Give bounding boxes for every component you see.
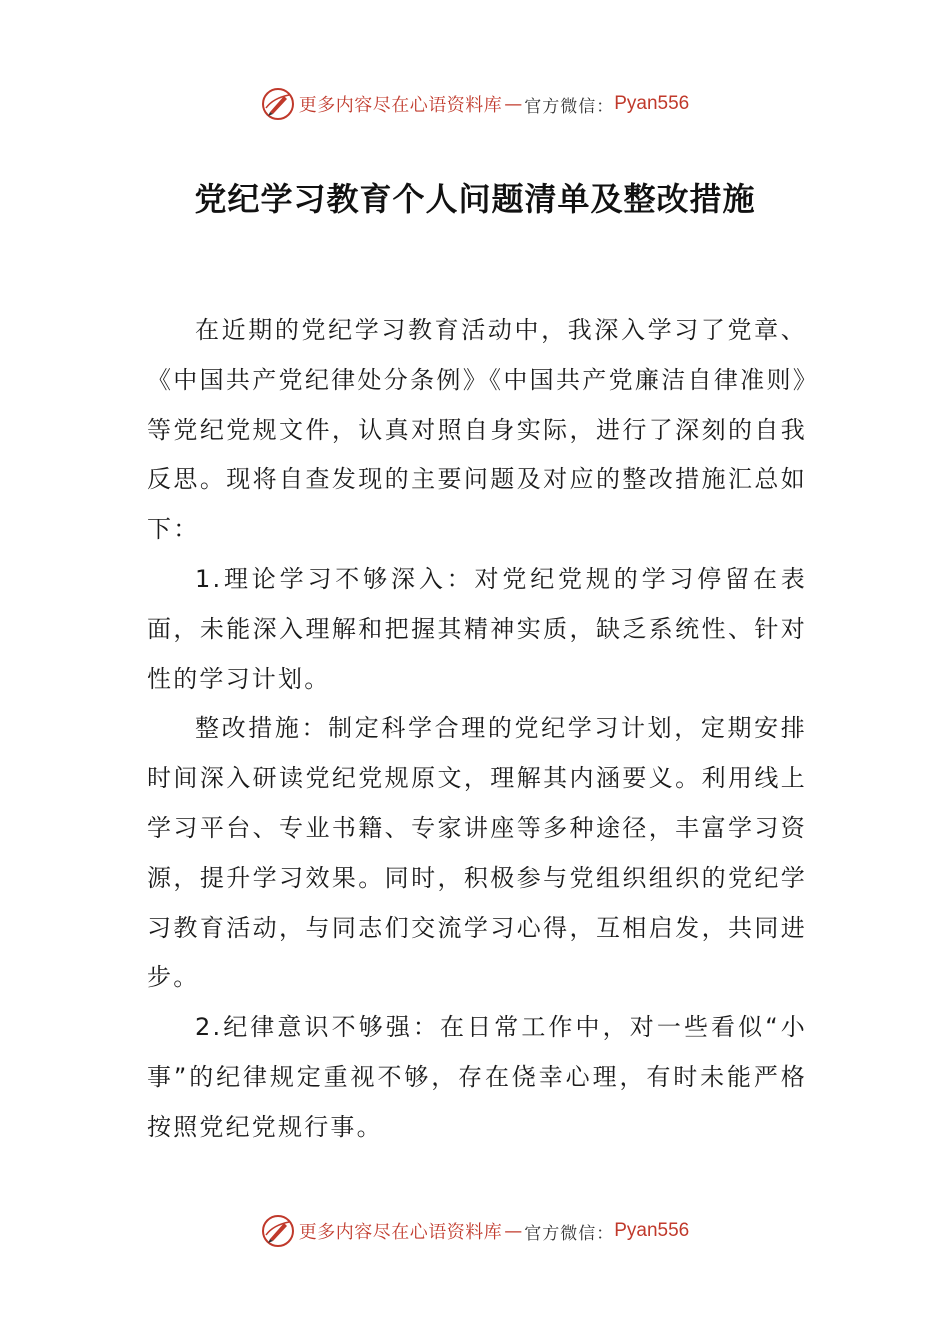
document-body: [147, 306, 807, 1153]
intro-paragraph: 在近期的党纪学习教育活动中，我深入学习了党章、《中国共产党纪律处分条例》《中国共产党廉洁自律准则》等党纪党规文件，认真对照自身实际，进行了深刻的自我反思。现将自查发现的主要问题及对应的整改措施汇总如下：: [147, 316, 807, 544]
pen-logo-icon: [261, 1214, 295, 1248]
rectification-1-paragraph: 整改措施：制定科学合理的党纪学习计划，定期安排时间深入研读党纪党规原文，理解其内涵要义。利用线上学习平台、专业书籍、专家讲座等多种途径，丰富学习资源，提升学习效果。同时，积极参与党组织组织的党纪学习教育活动，与同志们交流学习心得，互相启发，共同进步。: [147, 714, 807, 992]
banner-brand-text: 更多内容尽在心语资料库: [298, 95, 503, 116]
footer-banner: [0, 1211, 950, 1251]
banner-wechat-label: 官方微信：: [524, 96, 615, 117]
banner-wechat-id: Pyan556: [614, 93, 690, 114]
banner-dash: —: [504, 1220, 523, 1242]
header-banner: [0, 84, 950, 124]
banner-dash: —: [504, 93, 523, 115]
pen-logo-icon: [261, 87, 295, 121]
banner-wechat-id: Pyan556: [614, 1220, 690, 1241]
banner-wechat-label: 官方微信：: [524, 1223, 615, 1244]
document-title: 党纪学习教育个人问题清单及整改措施: [194, 180, 756, 218]
banner-brand-text: 更多内容尽在心语资料库: [298, 1222, 503, 1243]
issue-1-paragraph: 1.理论学习不够深入：对党纪党规的学习停留在表面，未能深入理解和把握其精神实质，缺乏系统性、针对性的学习计划。: [147, 564, 807, 693]
issue-2-paragraph: 2.纪律意识不够强：在日常工作中，对一些看似“小事”的纪律规定重视不够，存在侥幸心理，有时未能严格按照党纪党规行事。: [147, 1013, 807, 1141]
